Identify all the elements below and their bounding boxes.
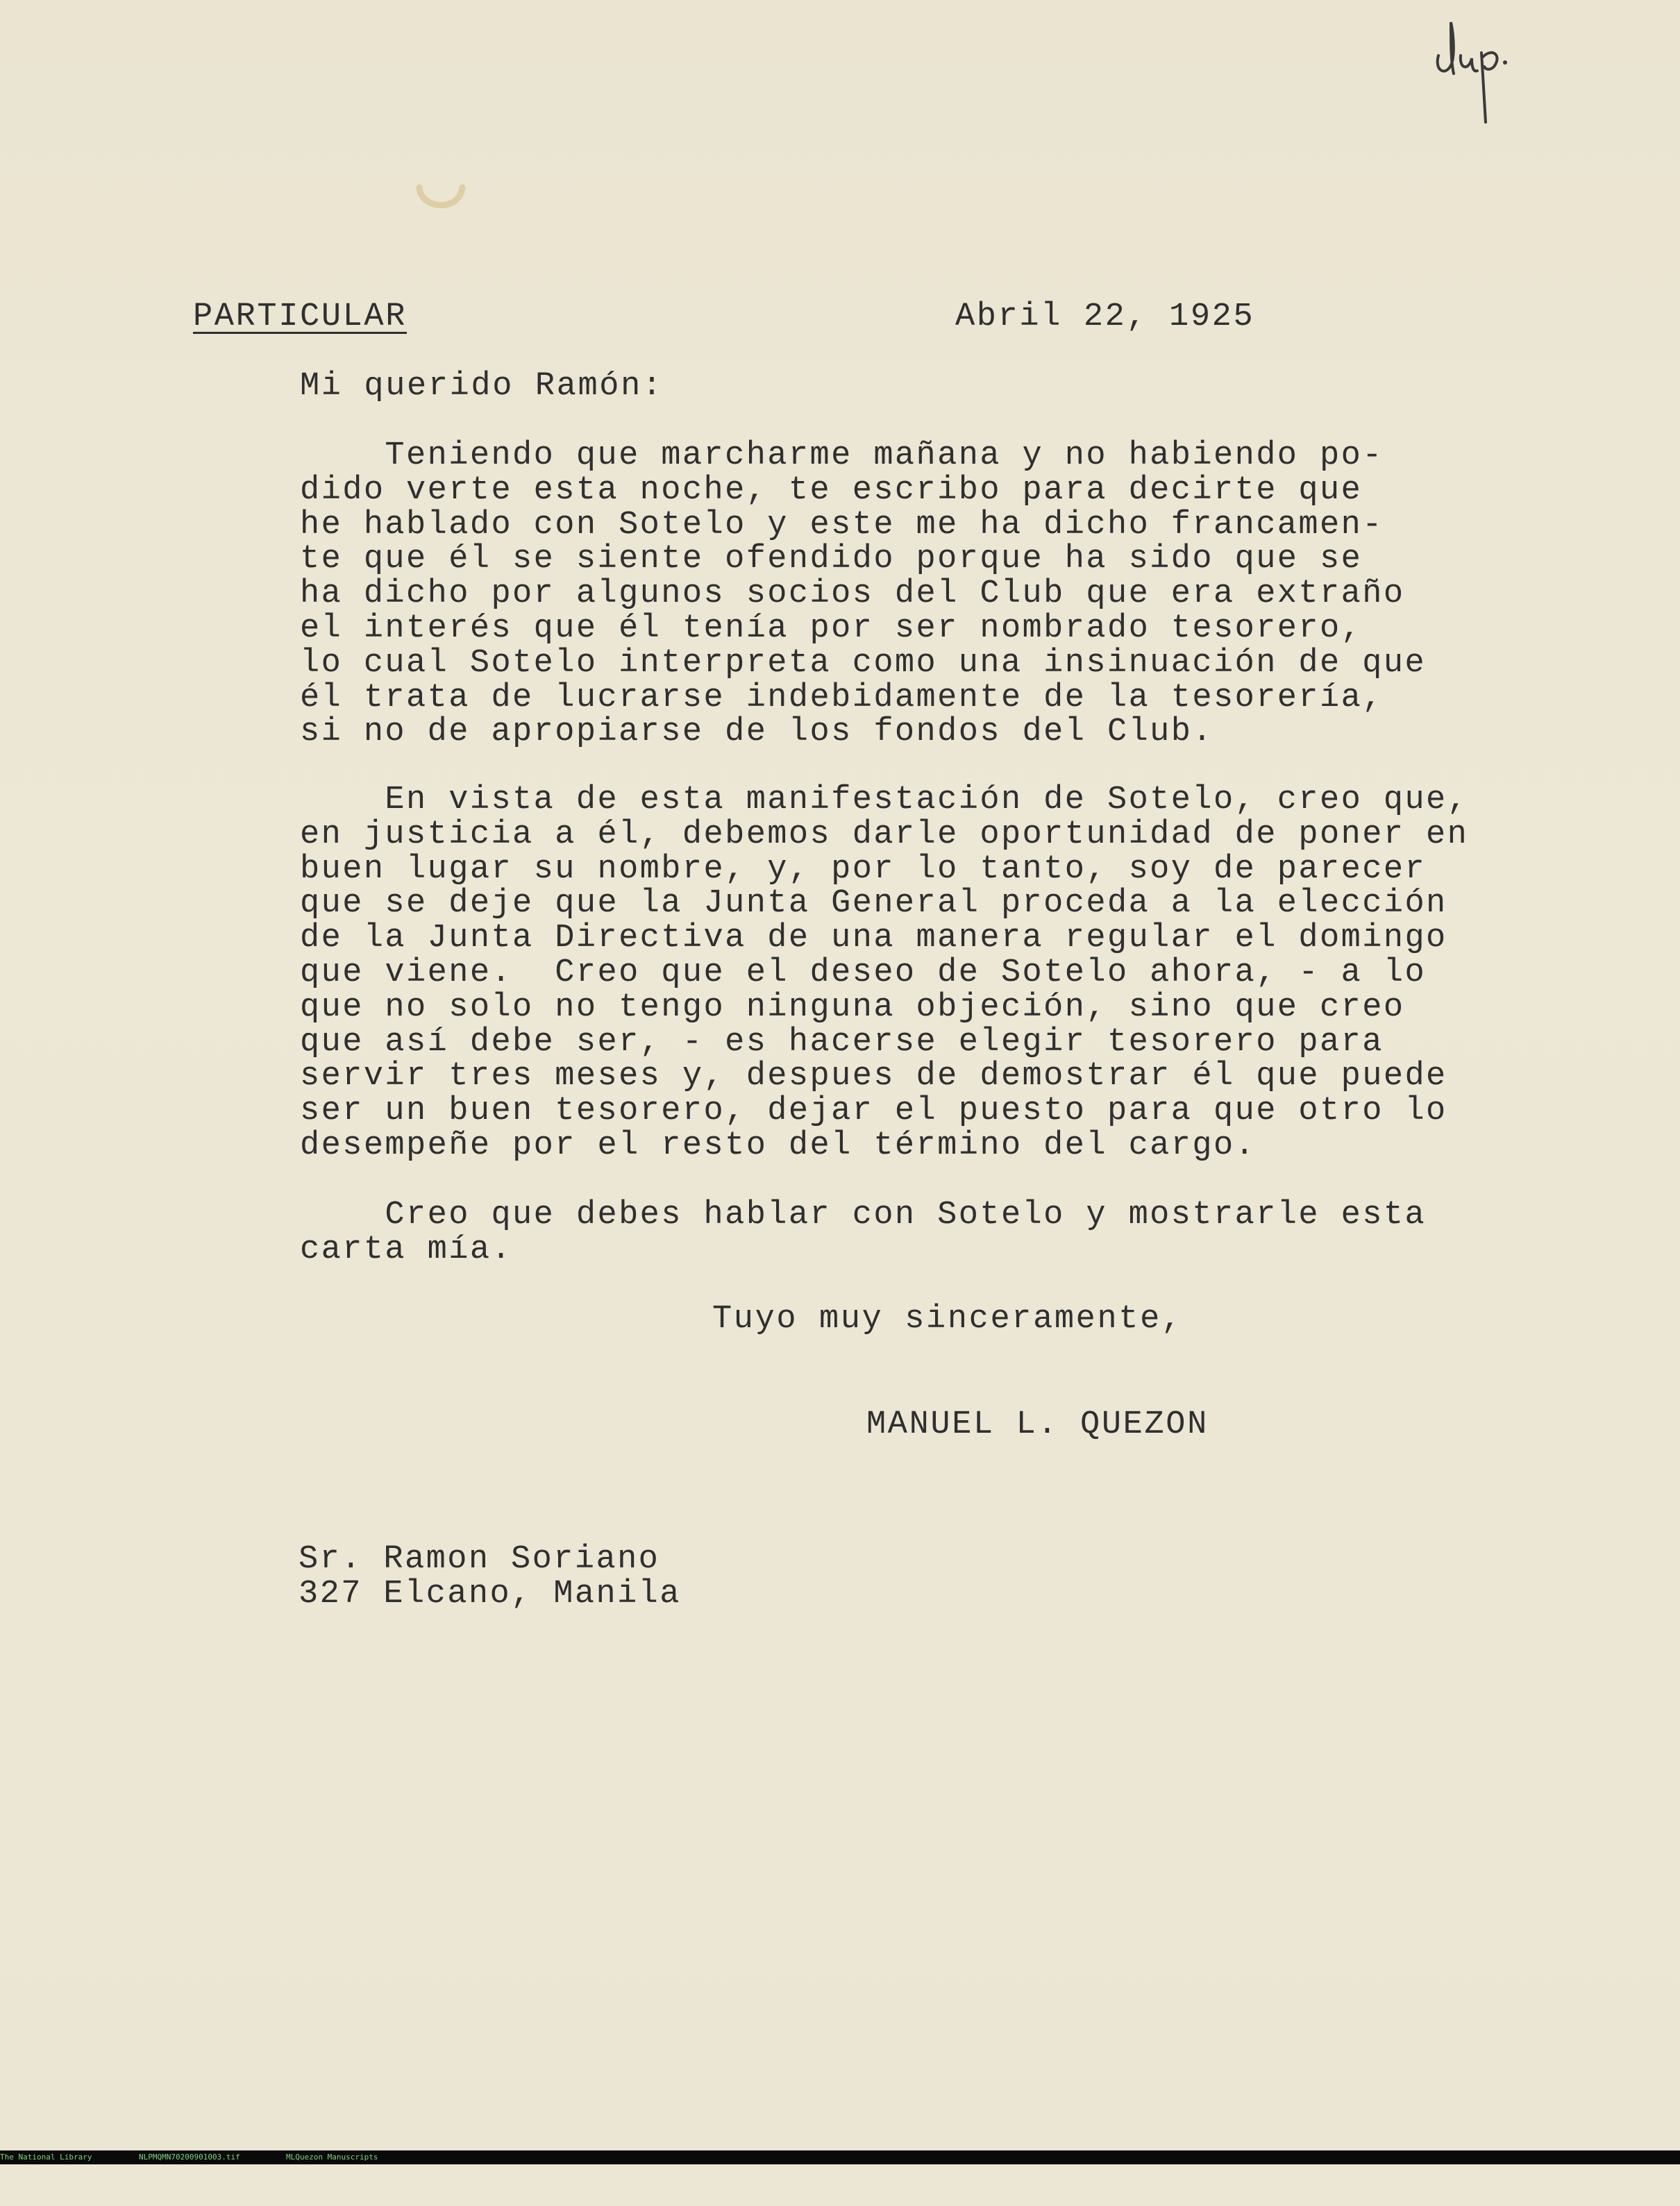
footer-library: The National Library <box>0 2153 92 2162</box>
text-line: te que él se siente ofendido porque ha sido que se <box>300 541 1363 578</box>
text-line: de la Junta Directiva de una manera regular el domingo <box>300 920 1447 957</box>
address-line-1: Sr. Ramon Soriano <box>299 1541 660 1578</box>
footer-collection: MLQuezon Manuscripts <box>286 2153 378 2162</box>
signature-name: MANUEL L. QUEZON <box>866 1406 1209 1443</box>
text-line: dido verte esta noche, te escribo para decirte que <box>300 471 1363 509</box>
text-line: el interés que él tenía por ser nombrado tesorero, <box>300 609 1363 647</box>
text-line: que viene. Creo que el deseo de Sotelo ahora, - a lo <box>300 954 1427 991</box>
paragraph-2 <box>300 783 1549 1163</box>
text-line: en justicia a él, debemos darle oportunidad de poner en <box>300 816 1469 853</box>
text-line: que se deje que la Junta General proceda a la elección <box>300 885 1447 923</box>
text-line: desempeñe por el resto del término del cargo. <box>300 1127 1257 1164</box>
text-line: En vista de esta manifestación de Sotelo, creo que, <box>300 782 1469 818</box>
confidential-marking: PARTICULAR <box>193 298 408 335</box>
text-line: ha dicho por algunos socios del Club que era extraño <box>300 575 1405 613</box>
paragraph-1 <box>300 439 1549 750</box>
text-line: él trata de lucrarse indebidamente de la tesorería, <box>300 679 1384 716</box>
paper-stain <box>414 182 469 217</box>
footer-filename: NLPMQMN70200901003.tif <box>139 2153 240 2162</box>
text-line: lo cual Sotelo interpreta como una insinuación de que <box>300 644 1427 682</box>
text-line: he hablado con Sotelo y este me ha dicho francamen- <box>300 506 1384 544</box>
salutation: Mi querido Ramón: <box>300 368 664 405</box>
text-line: servir tres meses y, despues de demostrar él que puede <box>300 1058 1447 1095</box>
letter-date: Abril 22, 1925 <box>955 298 1255 335</box>
text-line: que no solo no tengo ninguna objeción, sino que creo <box>300 988 1405 1026</box>
text-line: Teniendo que marcharme mañana y no habiendo po- <box>300 437 1384 474</box>
address-line-2: 327 Elcano, Manila <box>299 1576 681 1613</box>
paragraph-3 <box>300 1198 1549 1268</box>
text-line: que así debe ser, - es hacerse elegir tesorero para <box>300 1023 1384 1061</box>
text-line: carta mía. <box>300 1231 513 1268</box>
complimentary-closing: Tuyo muy sinceramente, <box>712 1301 1183 1338</box>
text-line: si no de apropiarse de los fondos del Club. <box>300 714 1213 751</box>
text-line: Creo que debes hablar con Sotelo y mostrarle esta <box>300 1197 1427 1233</box>
scan-footer-bar <box>0 2150 1680 2164</box>
text-line: buen lugar su nombre, y, por lo tanto, soy de parecer <box>300 850 1427 888</box>
text-line: ser un buen tesorero, dejar el puesto para que otro lo <box>300 1093 1447 1130</box>
recipient-address <box>299 1542 681 1612</box>
handwritten-annotation <box>1430 7 1513 125</box>
